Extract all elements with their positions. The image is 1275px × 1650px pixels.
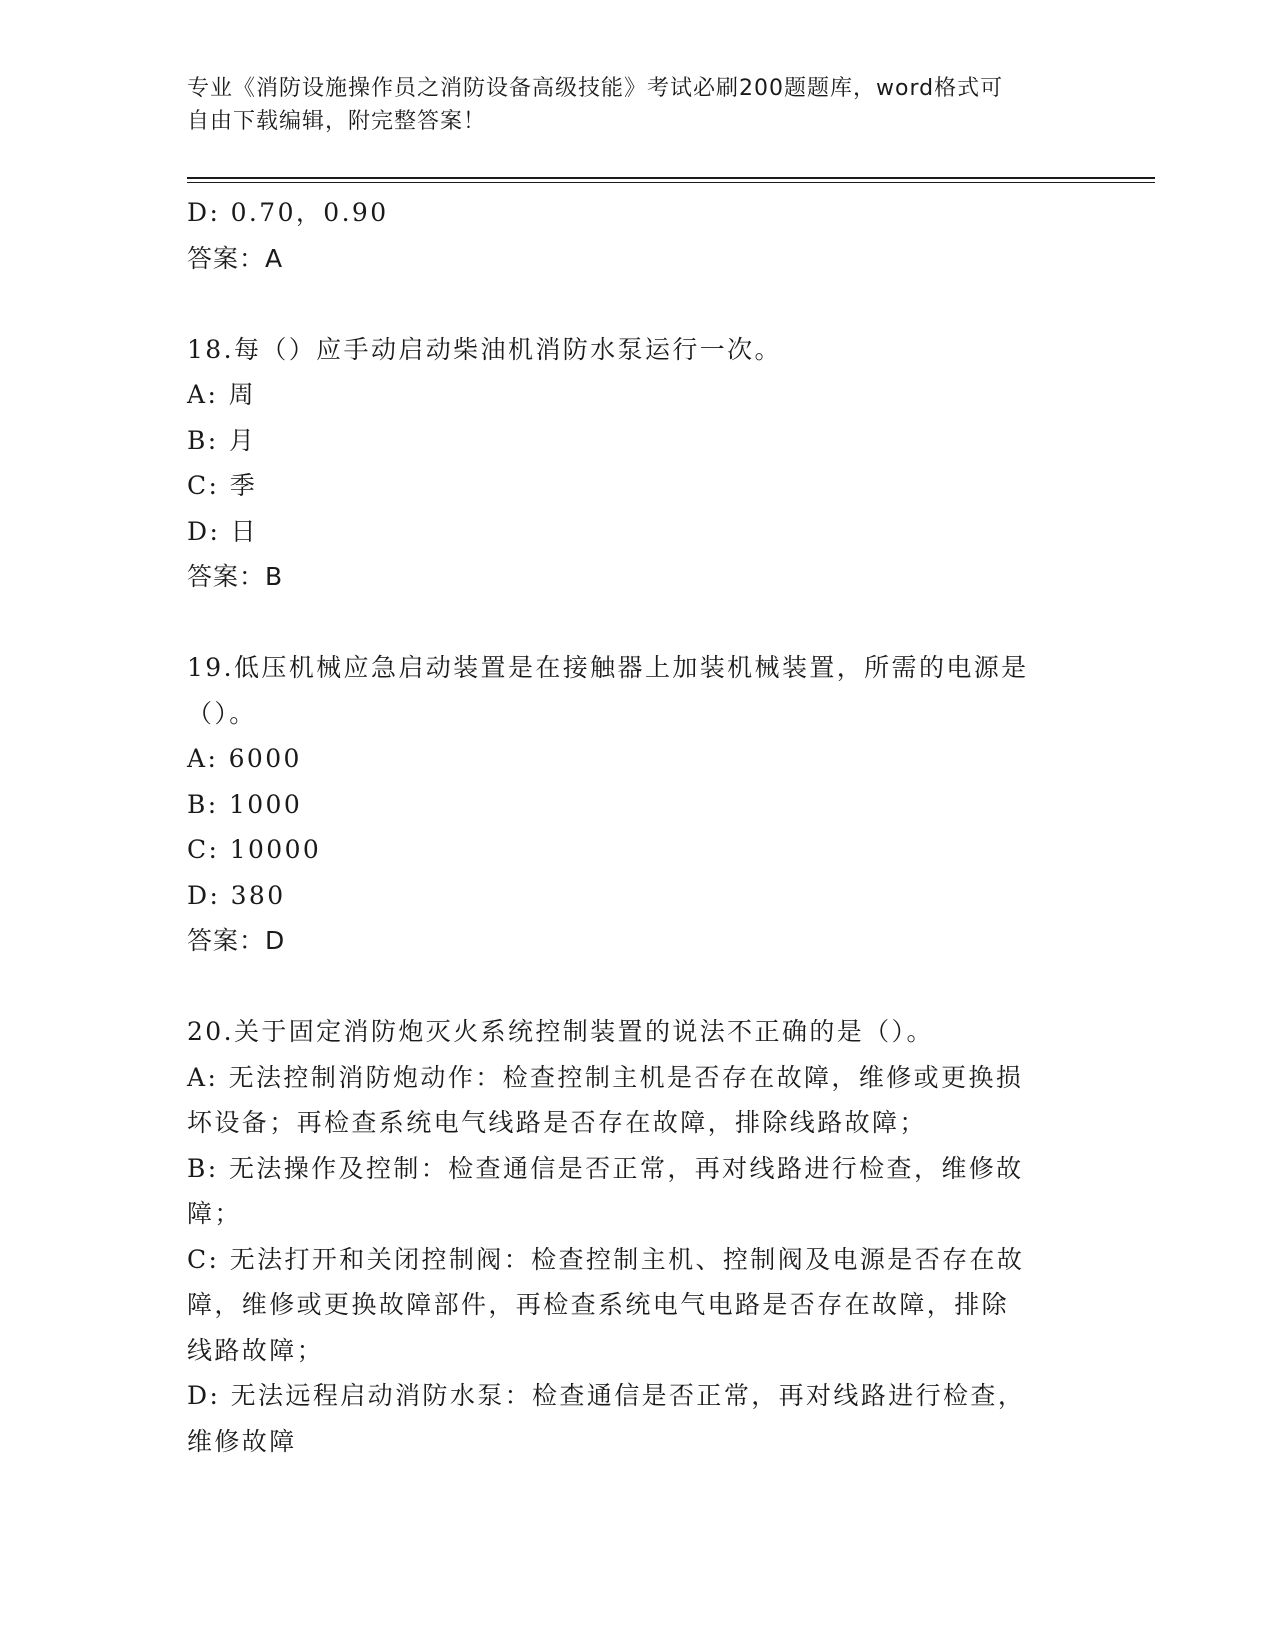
prev-option-d: D: 0.70，0.90 <box>187 198 389 227</box>
q19-option-a: A: 6000 <box>187 744 302 773</box>
q20-option-c-line-3: 线路故障； <box>187 1335 325 1365</box>
header-divider-thick <box>187 177 1155 179</box>
q20-stem: 20.关于固定消防炮灭火系统控制装置的说法不正确的是（）。 <box>187 1017 934 1046</box>
q20-option-a-line-2: 坏设备；再检查系统电气线路是否存在故障，排除线路故障； <box>187 1108 927 1137</box>
q20-option-c-line-2: 障，维修或更换故障部件，再检查系统电气电路是否存在故障，排除 <box>187 1290 1010 1319</box>
spacer <box>187 964 1077 1010</box>
q20-option-c-line-1: C: 无法打开和关闭控制阀：检查控制主机、控制阀及电源是否存在故 <box>187 1244 1025 1274</box>
question-list <box>187 190 1077 1464</box>
q18-option-d: D: 日 <box>187 516 259 546</box>
q18-answer: 答案：B <box>187 562 284 591</box>
document-header <box>187 72 1087 138</box>
q20-option-a-line-1: A: 无法控制消防炮动作：检查控制主机是否存在故障，维修或更换损 <box>187 1062 1024 1092</box>
q19-option-b: B: 1000 <box>187 789 303 819</box>
q20-option-b-line-2: 障； <box>187 1199 242 1228</box>
spacer <box>187 281 1077 327</box>
q20-option-b-line-1: B: 无法操作及控制：检查通信是否正常，再对线路进行检查，维修故 <box>187 1153 1024 1183</box>
q20-option-d-line-2: 维修故障 <box>187 1426 297 1456</box>
spacer <box>187 600 1077 646</box>
header-title-line-1: 专业《消防设施操作员之消防设备高级技能》考试必刷200题题库，word格式可 <box>187 76 1004 101</box>
q19-stem-line-1: 19.低压机械应急启动装置是在接触器上加装机械装置，所需的电源是 <box>187 653 1029 682</box>
q18-option-b: B: 月 <box>187 425 257 455</box>
q19-option-d: D: 380 <box>187 880 286 910</box>
q20-option-d-line-1: D: 无法远程启动消防水泵：检查通信是否正常，再对线路进行检查， <box>187 1381 1026 1410</box>
q19-option-c: C: 10000 <box>187 835 322 864</box>
header-divider-thin <box>187 182 1155 183</box>
q19-answer: 答案：D <box>187 926 286 955</box>
q18-option-c: C: 季 <box>187 471 258 500</box>
prev-answer: 答案：A <box>187 243 284 273</box>
q18-stem: 18.每（）应手动启动柴油机消防水泵运行一次。 <box>187 334 782 364</box>
q19-stem-line-2: （）。 <box>187 698 257 728</box>
q18-option-a: A: 周 <box>187 380 257 409</box>
header-title-line-2: 自由下载编辑，附完整答案！ <box>187 109 487 134</box>
